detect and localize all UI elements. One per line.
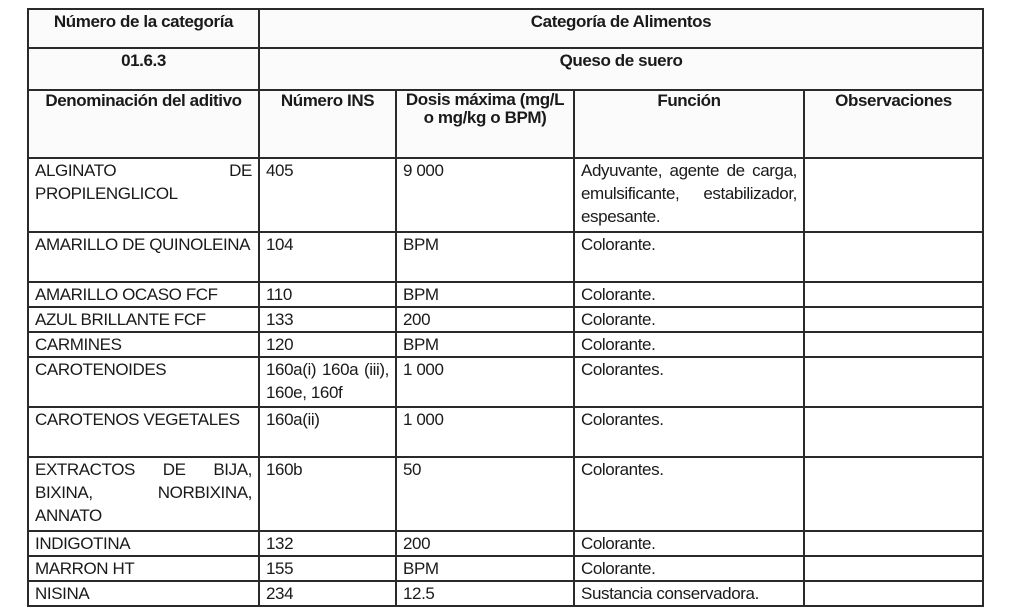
additive-name: AZUL BRILLANTE FCF: [28, 307, 259, 332]
table-row: [28, 282, 983, 307]
observations-text: [804, 556, 983, 581]
column-header-row: [28, 90, 983, 158]
additive-name: AMARILLO OCASO FCF: [28, 282, 259, 307]
table-row: [28, 556, 983, 581]
additive-name: MARRON HT: [28, 556, 259, 581]
max-dose: 200: [396, 531, 574, 556]
ins-number: 104: [259, 232, 396, 282]
table-row: [28, 407, 983, 457]
column-header-function: Función: [574, 90, 804, 158]
ins-number: 160a(i) 160a (iii), 160e, 160f: [259, 357, 396, 407]
max-dose: 50: [396, 457, 574, 531]
max-dose: BPM: [396, 556, 574, 581]
column-header-name: Denominación del aditivo: [28, 90, 259, 158]
observations-text: [804, 531, 983, 556]
max-dose: 12.5: [396, 581, 574, 606]
header-row-values: [28, 48, 983, 90]
observations-text: [804, 332, 983, 357]
ins-number: 234: [259, 581, 396, 606]
additive-name: AMARILLO DE QUINOLEINA: [28, 232, 259, 282]
function-text: Colorantes.: [574, 357, 804, 407]
function-text: Colorante.: [574, 531, 804, 556]
category-number-label: Número de la categoría: [28, 9, 259, 48]
function-text: Colorante.: [574, 307, 804, 332]
max-dose: 1 000: [396, 407, 574, 457]
table-row: [28, 457, 983, 531]
observations-text: [804, 581, 983, 606]
observations-text: [804, 307, 983, 332]
function-text: Colorantes.: [574, 407, 804, 457]
observations-text: [804, 457, 983, 531]
function-text: Colorantes.: [574, 457, 804, 531]
function-text: Sustancia conservadora.: [574, 581, 804, 606]
category-number-value: 01.6.3: [28, 48, 259, 90]
max-dose: 9 000: [396, 158, 574, 232]
ins-number: 160a(ii): [259, 407, 396, 457]
ins-number: 110: [259, 282, 396, 307]
ins-number: 133: [259, 307, 396, 332]
additive-name: NISINA: [28, 581, 259, 606]
observations-text: [804, 407, 983, 457]
additive-name: INDIGOTINA: [28, 531, 259, 556]
table-row: [28, 531, 983, 556]
food-category-label: Categoría de Alimentos: [259, 9, 983, 48]
function-text: Colorante.: [574, 232, 804, 282]
table-row: [28, 357, 983, 407]
table-row: [28, 332, 983, 357]
max-dose: BPM: [396, 282, 574, 307]
column-header-dose: Dosis máxima (mg/L o mg/kg o BPM): [396, 90, 574, 158]
column-header-ins: Número INS: [259, 90, 396, 158]
additive-name: CAROTENOIDES: [28, 357, 259, 407]
additive-name: ALGINATO DE PROPILENGLICOL: [28, 158, 259, 232]
function-text: Colorante.: [574, 556, 804, 581]
ins-number: 120: [259, 332, 396, 357]
ins-number: 155: [259, 556, 396, 581]
function-text: Colorante.: [574, 332, 804, 357]
max-dose: 200: [396, 307, 574, 332]
additive-name: CAROTENOS VEGETALES: [28, 407, 259, 457]
ins-number: 160b: [259, 457, 396, 531]
additive-name: EXTRACTOS DE BIJA, BIXINA, NORBIXINA, ANNATO: [28, 457, 259, 531]
additive-name: CARMINES: [28, 332, 259, 357]
column-header-observations: Observaciones: [804, 90, 983, 158]
observations-text: [804, 232, 983, 282]
additives-table: [27, 8, 984, 607]
observations-text: [804, 282, 983, 307]
max-dose: 1 000: [396, 357, 574, 407]
table-row: [28, 307, 983, 332]
max-dose: BPM: [396, 232, 574, 282]
function-text: Colorante.: [574, 282, 804, 307]
table-row: [28, 158, 983, 232]
ins-number: 405: [259, 158, 396, 232]
table-row: [28, 232, 983, 282]
table-row: [28, 581, 983, 606]
header-row-category: [28, 9, 983, 48]
observations-text: [804, 357, 983, 407]
food-category-value: Queso de suero: [259, 48, 983, 90]
ins-number: 132: [259, 531, 396, 556]
max-dose: BPM: [396, 332, 574, 357]
function-text: Adyuvante, agente de carga, emulsificante, estabilizador, espesante.: [574, 158, 804, 232]
observations-text: [804, 158, 983, 232]
